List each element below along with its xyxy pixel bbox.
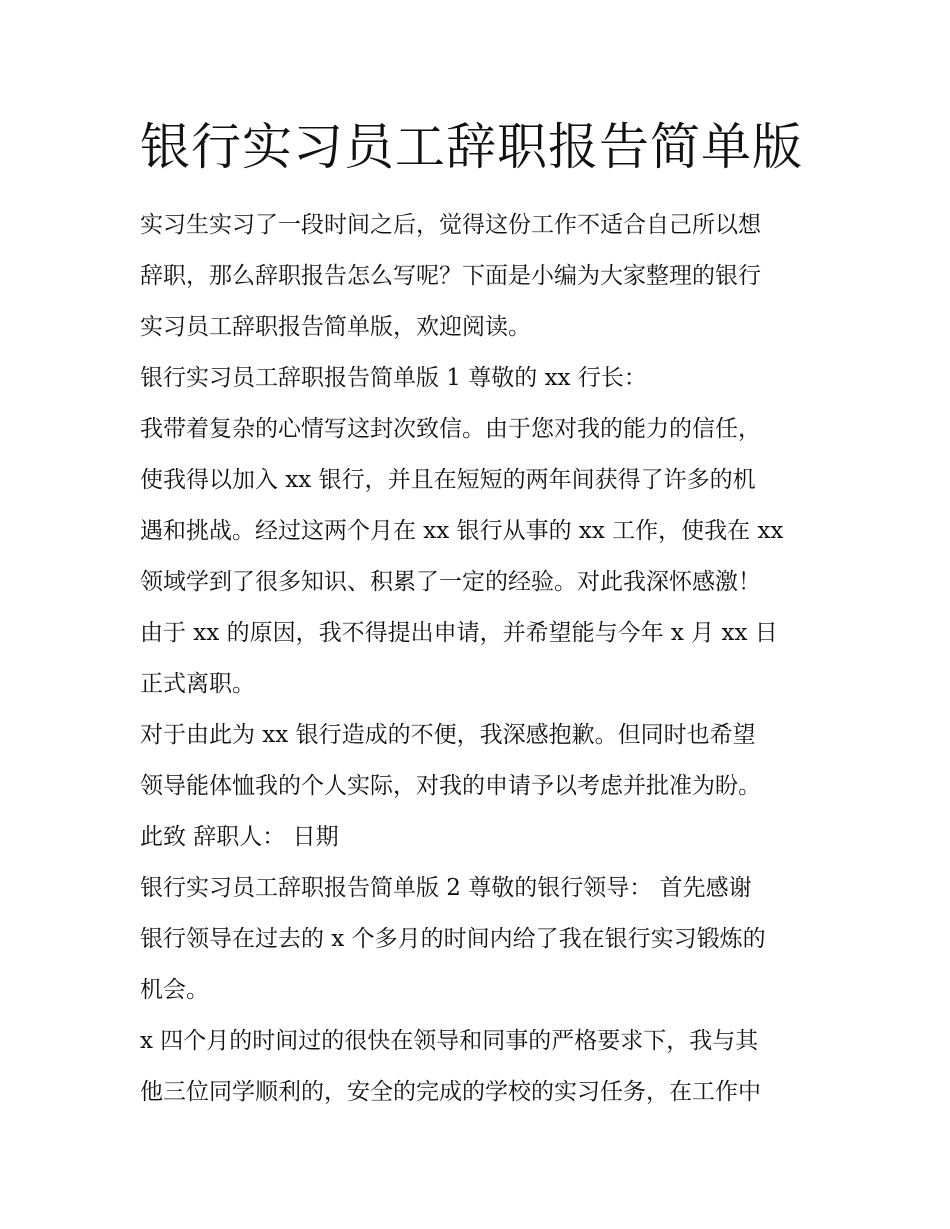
paragraph-closing: [140, 812, 830, 863]
text-line: 领导能体恤我的个人实际，对我的申请予以考虑并批准为盼。: [140, 773, 761, 799]
document-title: 银行实习员工辞职报告简单版: [140, 118, 803, 176]
document-body: [140, 200, 830, 1118]
paragraph-letter-2-body: [140, 1016, 830, 1118]
text-line: 由于 xx 的原因，我不得提出申请，并希望能与今年 x 月 xx 日: [140, 620, 778, 646]
paragraph-letter-2-heading: [140, 863, 830, 1016]
text-line: 对于由此为 xx 银行造成的不便，我深感抱歉。但同时也希望: [140, 722, 756, 748]
text-line: 使我得以加入 xx 银行，并且在短短的两年间获得了许多的机: [140, 467, 756, 493]
text-line: 银行领导在过去的 x 个多月的时间内给了我在银行实习锻炼的: [140, 926, 766, 952]
text-line: 遇和挑战。经过这两个月在 xx 银行从事的 xx 工作，使我在 xx: [140, 518, 784, 544]
paragraph-letter-1-heading: [140, 353, 830, 404]
paragraph-apology: [140, 710, 830, 812]
text-line: 实习员工辞职报告简单版，欢迎阅读。: [140, 314, 531, 340]
text-line: 此致 辞职人： 日期: [140, 824, 339, 850]
text-line: 辞职，那么辞职报告怎么写呢？下面是小编为大家整理的银行: [140, 263, 761, 289]
text-line: 我带着复杂的心情写这封次致信。由于您对我的能力的信任，: [140, 416, 761, 442]
paragraph-letter-1-body: [140, 404, 830, 710]
text-line: 银行实习员工辞职报告简单版 2 尊敬的银行领导： 首先感谢: [140, 875, 752, 901]
text-line: 正式离职。: [140, 671, 255, 697]
paragraph-intro: [140, 200, 830, 353]
text-line: 他三位同学顺利的，安全的完成的学校的实习任务，在工作中: [140, 1079, 761, 1105]
text-line: 机会。: [140, 977, 209, 1003]
text-line: x 四个月的时间过的很快在领导和同事的严格要求下，我与其: [140, 1028, 759, 1054]
text-line: 领域学到了很多知识、积累了一定的经验。对此我深怀感激！: [140, 569, 761, 595]
text-line: 银行实习员工辞职报告简单版 1 尊敬的 xx 行长：: [140, 365, 647, 391]
text-line: 实习生实习了一段时间之后，觉得这份工作不适合自己所以想: [140, 212, 761, 238]
